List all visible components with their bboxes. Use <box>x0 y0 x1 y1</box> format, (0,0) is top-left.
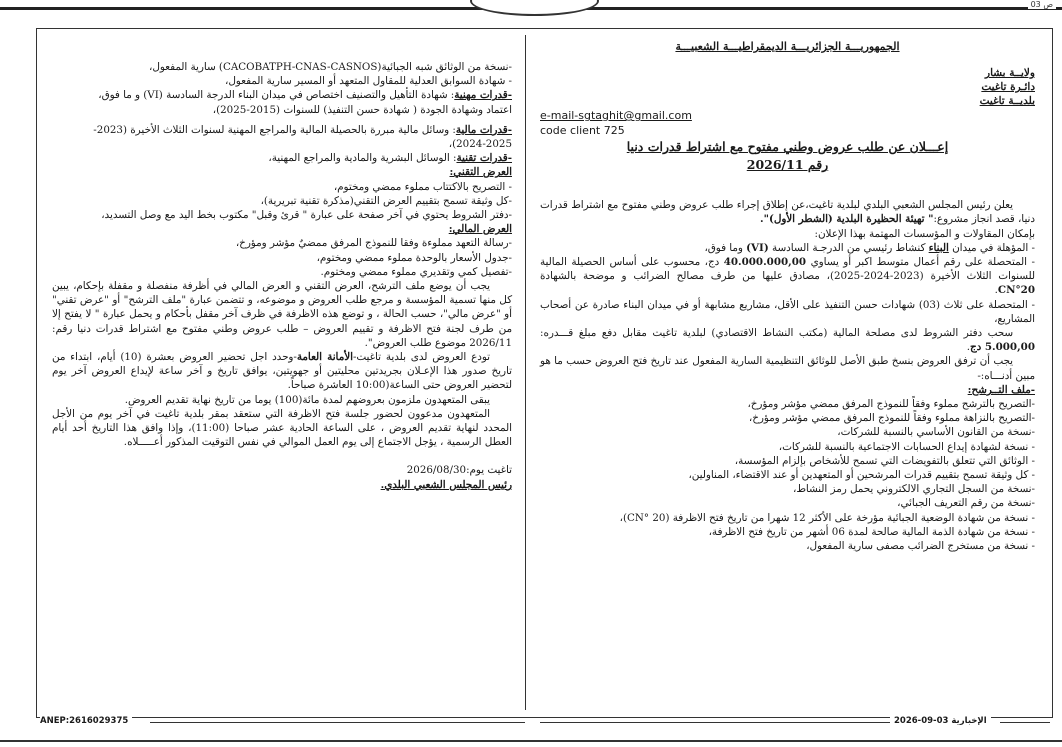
doc-criminal-record: - شهادة السوابق العدلية للمقاول المتعهد أو المسير سارية المفعول، <box>225 75 512 88</box>
wilaya-label: ولايــة بشار <box>985 67 1035 80</box>
right-column <box>540 40 1035 553</box>
attachments-paragraph: يجب أن ترفق العروض بنسخ طبق الأصل للوثائق التنظيمية السارية المفعول عند تاريخ فتح العروض حسب ما هو مبين أدنـــاه:- <box>540 355 1035 382</box>
issue-date-line: تاغيت يوم:2026/08/30 <box>406 464 512 477</box>
envelopes-paragraph: يجب أن يوضع ملف الترشح، العرض التقني و العرض المالي في أظرفة منفصلة و مقفلة بإحكام، يبين كل منها تسمية المؤسسة و مرجع طلب العروض و موضوعه، و تتضمن عبارة "ملف الترشح" أو "عرض تقني" أو "عرض مالي"، حسب الحالة ، و توضع هذه الاظرفة في ظرف آخر مقفل بأحكام و يحمل عبارة " لا يفتح إلا من طرف لجنة فتح الاظرفة و تقييم العروض – طلب عروض وطني مفتوح مع اشتراط قدرات دنيا رقم: 2026/11 موضوع طلب العروض". <box>52 280 512 349</box>
requirement-certificates: - المتحصلة على ثلاث (03) شهادات حسن التنفيذ على الأقل، مشاريع مشابهة أو في ميدان البناء صادرة عن أصحاب المشاريع، <box>540 298 1035 325</box>
candidacy-item: -التصريح بالترشح مملوء وفقاً للنموذج المرفق ممضي مؤشر ومؤرخ، <box>747 398 1035 411</box>
technical-offer-item: - التصريح بالاكتتاب مملوء ممضي ومختوم، <box>333 180 512 193</box>
candidacy-item: - نسخة من شهادة الوضعية الجبائية مؤرخة على الأكثر 12 شهرا من تاريخ فتح الاظرفة (20 °CN)، <box>619 511 1035 524</box>
technical-offer-item: -كل وثيقة تسمح بتقييم العرض التقني(مذكرة تقنية تبريرية)، <box>260 194 512 207</box>
candidacy-item: - نسخة من مستخرج الضرائب مصفى سارية المفعول، <box>806 540 1035 553</box>
candidacy-heading: -ملف التــرشح: <box>967 383 1035 396</box>
top-banner <box>0 0 1062 14</box>
candidacy-item: -نسخة من القانون الأساسي بالنسبة للشركات، <box>837 426 1035 439</box>
validity-paragraph: يبقى المتعهدون ملزمون بعروضهم لمدة مائة(100) يوما من تاريخ نهاية تقديم العروض. <box>124 393 490 406</box>
intro-paragraph: يعلن رئيس المجلس الشعبي البلدي لبلدية تاغيت،عن إطلاق إجراء طلب عروض وطني مفتوح مع اشتراط قدرات دنيا، قصد انجاز مشروع:" تهيئة الحظيرة البلدية (الشطر الأول)". <box>540 199 1035 226</box>
left-column <box>52 60 512 492</box>
candidacy-item: -التصريح بالنزاهة مملوء وفقاً للنموذج المرفق ممضي مؤشر ومؤرخ، <box>748 412 1035 425</box>
candidacy-item: - الوثائق التي تتعلق بالتفويضات التي تسمح للأشخاص بإلزام المؤسسة، <box>734 454 1035 467</box>
requirement-turnover: - المتحصلة على رقم أعمال متوسط اكبر أو يساوي 40.000.000,00 دج، محسوب على أساس الحصيلة المالية للسنوات الثلاث الأخيرة (2023-2024-2025)، مصادق عليها من طرف مصالح الضرائب و موضحة بالشهادة CN°20. <box>540 256 1036 297</box>
candidacy-item: -نسخة من السجل التجاري الالكتروني يحمل رمز النشاط، <box>793 483 1035 496</box>
financial-offer-item: -تفصيل كمي وتقديري مملوء ممضي ومختوم. <box>320 265 512 278</box>
withdraw-paragraph: سحب دفتر الشروط لدى مصلحة المالية (مكتب النشاط الاقتصادي) لبلدية تاغيت مقابل دفع مبلغ قـــدره: 5.000,00 دج. <box>540 327 1035 354</box>
daira-label: دائـرة تاغيت <box>981 81 1035 94</box>
signature-line: رئيس المجلس الشعبي البلدي. <box>380 478 512 491</box>
financial-capacity: -قدرات مالية: وسائل مالية مبررة بالحصيلة المالية والمراجع المهنية لسنوات الثلاث الأخيرة (2023- <box>93 123 512 136</box>
announcement-title: إعـــلان عن طلب عروض وطني مفتوح مع اشتراط قدرات دنيا <box>626 139 949 155</box>
anep-reference: ANEP:2616029375 <box>40 716 132 726</box>
candidacy-item: -نسخة من رقم التعريف الجبائي، <box>897 497 1035 510</box>
technical-offer-heading: العرض التقني: <box>449 166 512 179</box>
opening-paragraph: المتعهدون مدعوون لحضور جلسة فتح الاظرفة التي ستعقد بمقر بلدية تاغيت في آخر يوم من الأجل المحدد لنهاية تقديم العروض ، على الساعة الحادية عشر صباحا (11:00)، وإذا وافق هذا التاريخ أحد أيام العطل الرسمية ، يؤجل الاجتماع إلى يوم العمل الموالي في نفس التوقيت المذكور أعـــــلاه. <box>52 407 512 449</box>
republic-header: الجمهوريـــة الجزائريـــة الديمقراطيـــة الشعبيـــة <box>675 40 900 53</box>
email-address: e-mail-sgtaghit@gmail.com <box>540 109 692 123</box>
requirement-activity: - المؤهلة في ميدان البناء كنشاط رئيسي من الدرجـة السادسة (VI) وما فوق، <box>704 241 1035 254</box>
footer-rule-left <box>150 722 525 723</box>
deposit-paragraph: تودع العروض لدى بلدية تاغيت-الأمانة العامة-وحدد اجل تحضير العروض بعشرة (10) أيام، ابتداء من تاريخ صدور هذا الإعـلان بجريدتين محليتين أو جهويتين، يوافق تاريخ و آخر ساعة لإيداع العروض آخر يوم لتحضير العروض حتى الساعة(10:00 العاشرة صباحاً. <box>52 351 512 392</box>
intro-invitation: بإمكان المقاولات و المؤسسات المهتمة بهذا الإعلان: <box>814 227 1035 240</box>
issue-stamp: الإخبارية 03-09-2026 <box>890 716 991 726</box>
bottom-rule <box>0 740 1062 742</box>
financial-capacity-cont: 2024-2025)، <box>448 138 512 151</box>
professional-capacity-cont: اعتماد وشهادة الجودة ( شهادة حسن التنفيذ) للسنوات (2015-2025)، <box>212 103 512 116</box>
doc-parafiscal: -نسخة من الوثائق شبه الجبائية(CACOBATPH-CNAS-CASNOS) سارية المفعول، <box>149 61 512 73</box>
announcement-number: رقم 2026/11 <box>746 157 829 173</box>
financial-offer-item: -جدول الأسعار بالوحدة مملوء ممضي ومختوم، <box>316 251 512 264</box>
candidacy-item: - نسخة لشهادة إيداع الحسابات الاجتماعية بالنسبة للشركات، <box>778 440 1035 453</box>
baladiya-label: بلديــة تاغيت <box>979 95 1035 108</box>
professional-capacity: -قدرات مهنية: شهادة التأهيل والتصنيف اختصاص في ميدان البناء الدرجة السادسة (VI) و ما فوق، <box>98 89 512 102</box>
financial-offer-item: -رسالة التعهد مملوءة وفقا للنموذج المرفق ممضيٌ مؤشر ومؤرخ، <box>235 237 512 250</box>
technical-capacity: -قدرات تقنية: الوسائل البشرية والمادية والمراجع المهنية، <box>268 152 512 165</box>
candidacy-item: - كل وثيقة تسمح بتقييم قدرات المرشحين أو المتعهدين أو عند الاقتضاء، المناولين، <box>688 469 1035 482</box>
footer-rule-right <box>540 722 890 723</box>
page-corner-label: ص 03 <box>1028 0 1056 9</box>
code-client: code client 725 <box>540 124 625 138</box>
financial-offer-heading: العرض المالي: <box>448 223 512 236</box>
candidacy-item: - نسخة من شهادة الذمة المالية صالحة لمدة 06 أشهر من تاريخ فتح الاظرفة، <box>708 525 1035 538</box>
technical-offer-item: -دفتر الشروط يحتوي في آخر صفحة على عبارة " قرئ وقبل" مكتوب بخط اليد مع وصل التسديد، <box>101 209 512 222</box>
footer-rule-right-end <box>1000 722 1050 723</box>
column-divider <box>525 35 526 710</box>
newspaper-emblem <box>470 0 599 16</box>
